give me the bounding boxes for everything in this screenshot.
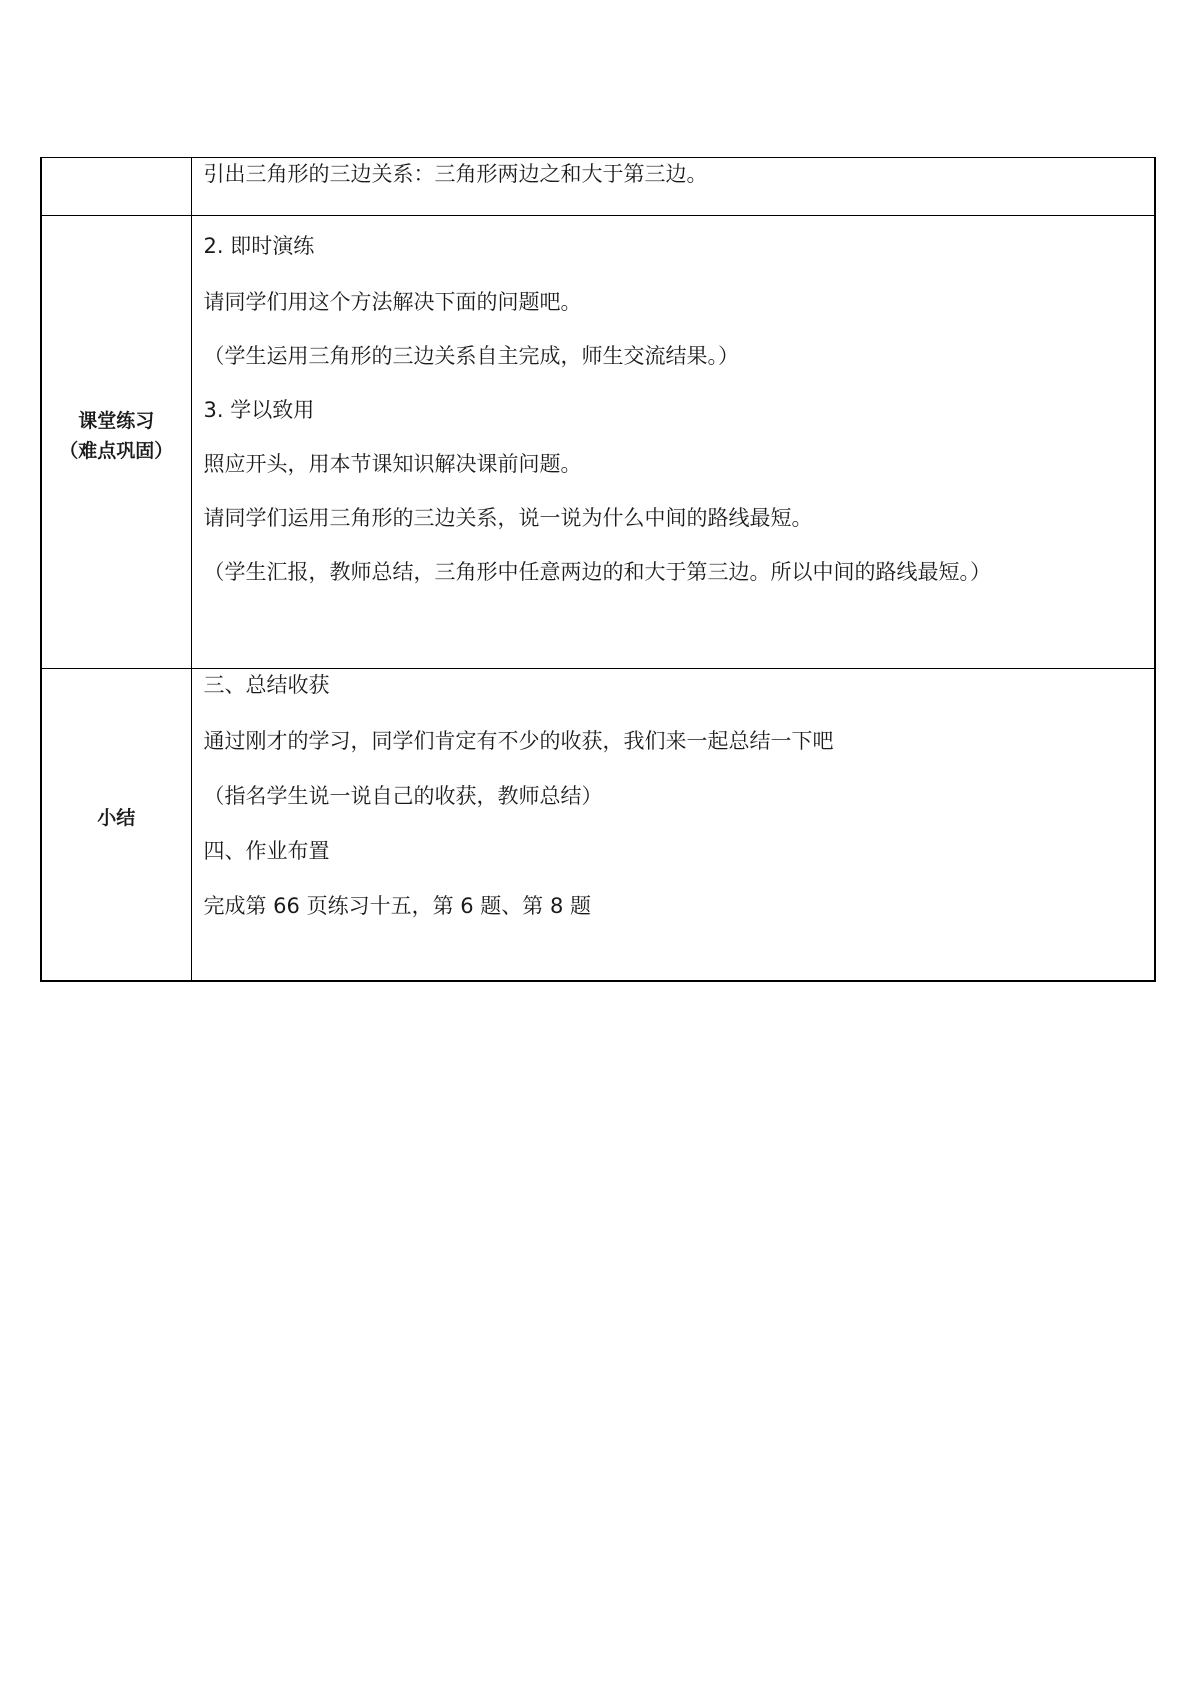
content-line: 请同学们运用三角形的三边关系，说一说为什么中间的路线最短。 [203,506,813,530]
content-line: 通过刚才的学习，同学们肯定有不少的收获，我们来一起总结一下吧 [203,729,834,753]
content-line: 照应开头，用本节课知识解决课前问题。 [203,452,582,476]
content-line: 引出三角形的三边关系：三角形两边之和大于第三边。 [203,162,708,186]
row-label-cell [41,669,191,981]
content-line: 2. 即时演练 [203,234,315,258]
row-label-cell [41,216,191,669]
content-line: 四、作业布置 [203,839,330,863]
row-label-cell [41,158,191,216]
row-label: （难点巩固） [59,440,174,462]
row-content-cell [191,158,1155,216]
table-row [41,216,1155,669]
row-content-cell [191,216,1155,669]
content-line: （学生汇报，教师总结，三角形中任意两边的和大于第三边。所以中间的路线最短。） [203,560,991,584]
content-line: 完成第 66 页练习十五，第 6 题、第 8 题 [203,894,591,918]
row-label: 小结 [97,807,136,830]
table-row [41,158,1155,216]
lesson-plan-table [40,157,1156,982]
content-line: 三、总结收获 [203,673,330,697]
row-label: 课堂练习 [78,410,155,432]
content-line: 请同学们用这个方法解决下面的问题吧。 [203,290,582,314]
content-line: 3. 学以致用 [203,398,315,422]
row-content-cell [191,669,1155,981]
content-line: （学生运用三角形的三边关系自主完成，师生交流结果。） [203,344,739,368]
table-row [41,669,1155,981]
content-line: （指名学生说一说自己的收获，教师总结） [203,784,603,808]
